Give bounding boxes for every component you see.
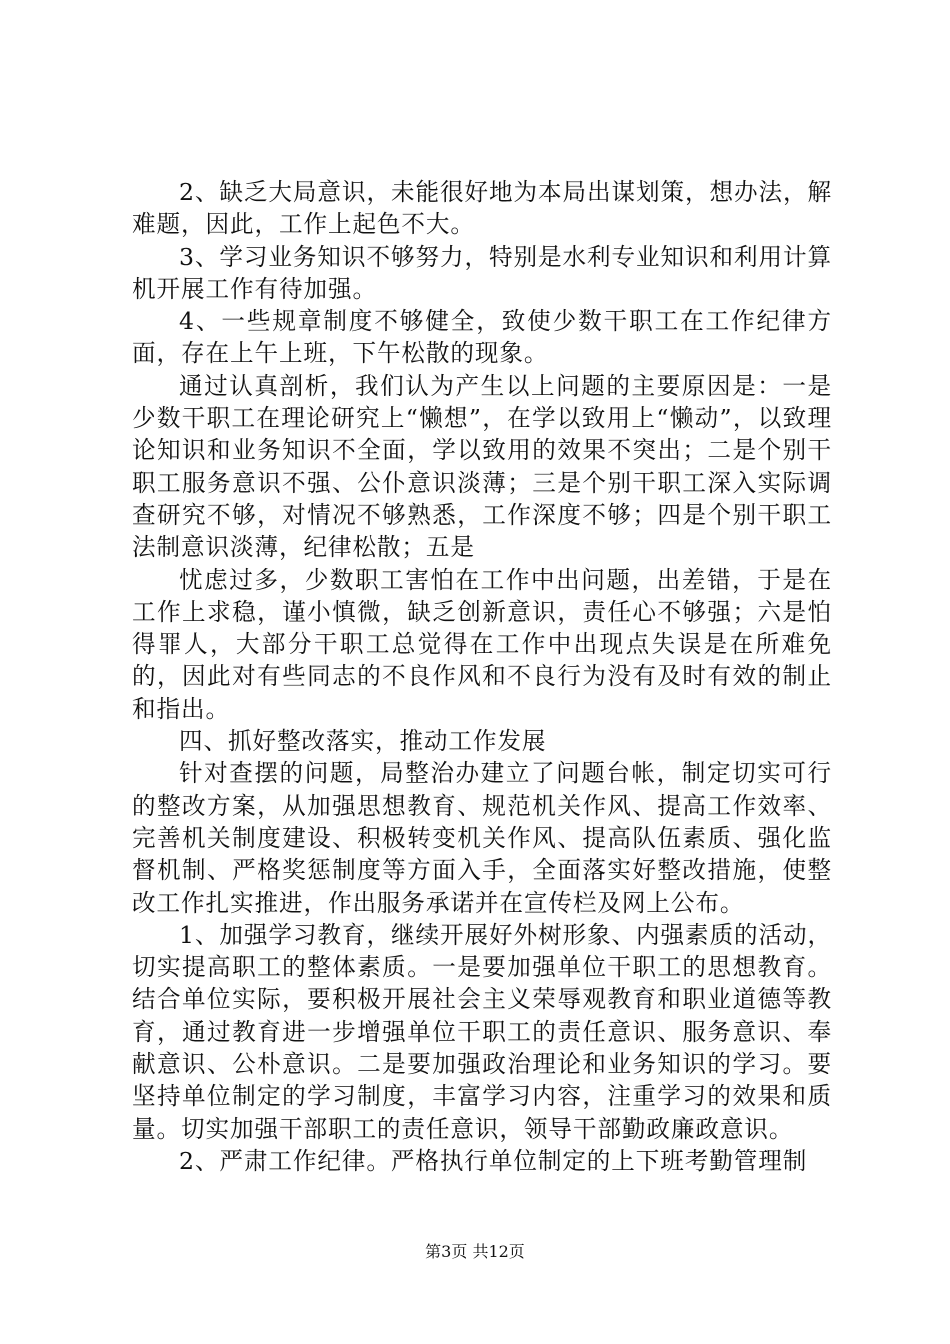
page-number-indicator: 第3页 共12页 xyxy=(425,1242,525,1261)
paragraph-rectification-plan: 针对查摆的问题，局整治办建立了问题台帐，制定切实可行的整改方案，从加强思想教育、规范机关作风、提高工作效率、完善机关制度建设、积极转变机关作风、提高队伍素质、强化监督机制、严格奖惩制度等方面入手，全面落实好整改措施，使整改工作扎实推进，作出服务承诺并在宣传栏及网上公布。 xyxy=(132,759,832,917)
paragraph-point-3: 3、学习业务知识不够努力，特别是水利专业知识和利用计算机开展工作有待加强。 xyxy=(132,242,832,303)
paragraph-point-4: 4、一些规章制度不够健全，致使少数干职工在工作纪律方面，存在上午上班，下午松散的现象。 xyxy=(132,307,832,368)
paragraph-cause-continued: 忧虑过多，少数职工害怕在工作中出问题，出差错，于是在工作上求稳，谨小慎微，缺乏创新意识，责任心不够强；六是怕得罪人，大部分干职工总觉得在工作中出现点失误是在所难免的，因此对有些同志的不良作风和不良行为没有及时有效的制止和指出。 xyxy=(132,565,832,723)
paragraph-measure-1: 1、加强学习教育，继续开展好外树形象、内强素质的活动，切实提高职工的整体素质。一是要加强单位干职工的思想教育。结合单位实际，要积极开展社会主义荣辱观教育和职业道德等教育，通过教育进一步增强单位干职工的责任意识、服务意识、奉献意识、公朴意识。二是要加强政治理论和业务知识的学习。要坚持单位制定的学习制度，丰富学习内容，注重学习的效果和质量。切实加强干部职工的责任意识，领导干部勤政廉政意识。 xyxy=(132,920,832,1143)
paragraph-point-2: 2、缺乏大局意识，未能很好地为本局出谋划策，想办法，解难题，因此，工作上起色不大。 xyxy=(132,178,832,239)
paragraph-measure-2: 2、严肃工作纪律。严格执行单位制定的上下班考勤管理制 xyxy=(179,1146,808,1175)
section-heading-4: 四、抓好整改落实，推动工作发展 xyxy=(179,727,547,756)
document-body xyxy=(132,176,832,1177)
page-footer xyxy=(0,1241,950,1263)
paragraph-cause-analysis: 通过认真剖析，我们认为产生以上问题的主要原因是：一是少数干职工在理论研究上“懒想”，在学以致用上“懒动”，以致理论知识和业务知识不全面，学以致用的效果不突出；二是个别干职工服务意识不强、公仆意识淡薄；三是个别干职工深入实际调查研究不够，对情况不够熟悉，工作深度不够；四是个别干职工法制意识淡薄，纪律松散；五是 xyxy=(132,371,832,562)
